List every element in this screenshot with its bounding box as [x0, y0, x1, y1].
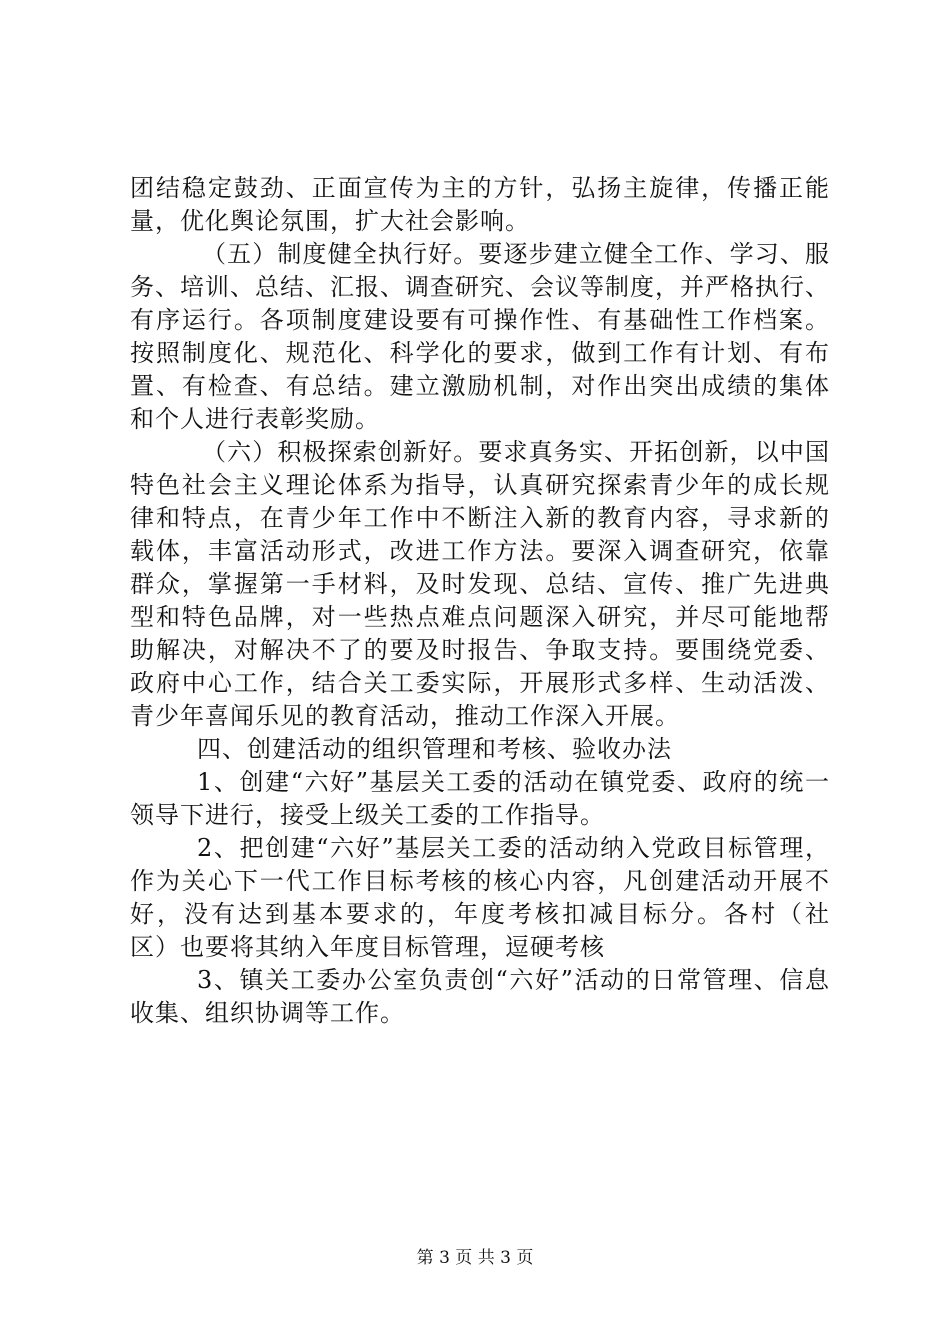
text-line: 特色社会主义理论体系为指导，认真研究探索青少年的成长规	[130, 471, 830, 499]
text-line: 2、把创建“六好”基层关工委的活动纳入党政目标管理，	[197, 834, 830, 862]
text-line: 青少年喜闻乐见的教育活动，推动工作深入开展。	[130, 702, 680, 730]
text-line: 收集、组织协调等工作。	[130, 999, 405, 1027]
text-line: 群众，掌握第一手材料，及时发现、总结、宣传、推广先进典	[130, 570, 830, 598]
text-line: 政府中心工作，结合关工委实际，开展形式多样、生动活泼、	[130, 669, 830, 697]
page-footer: 第 3 页 共 3 页	[416, 1248, 534, 1268]
text-line: 好，没有达到基本要求的，年度考核扣减目标分。各村（社	[130, 900, 830, 928]
text-line: 四、创建活动的组织管理和考核、验收办法	[197, 735, 672, 763]
text-line: 1、创建“六好”基层关工委的活动在镇党委、政府的统一	[197, 768, 830, 796]
text-line: 载体，丰富活动形式，改进工作方法。要深入调查研究，依靠	[130, 537, 830, 565]
text-line: 置、有检查、有总结。建立激励机制，对作出突出成绩的集体	[130, 372, 830, 400]
text-line: 助解决，对解决不了的要及时报告、争取支持。要围绕党委、	[130, 636, 830, 664]
text-line: （五）制度健全执行好。要逐步建立健全工作、学习、服	[202, 240, 830, 268]
text-line: 和个人进行表彰奖励。	[130, 405, 380, 433]
text-line: 有序运行。各项制度建设要有可操作性、有基础性工作档案。	[130, 306, 830, 334]
text-line: 按照制度化、规范化、科学化的要求，做到工作有计划、有布	[130, 339, 830, 367]
text-line: 区）也要将其纳入年度目标管理，逗硬考核	[130, 933, 605, 961]
text-line: 量，优化舆论氛围，扩大社会影响。	[130, 207, 530, 235]
text-line: （六）积极探索创新好。要求真务实、开拓创新，以中国	[202, 438, 830, 466]
text-line: 务、培训、总结、汇报、调查研究、会议等制度，并严格执行、	[130, 273, 830, 301]
text-line: 型和特色品牌，对一些热点难点问题深入研究，并尽可能地帮	[130, 603, 830, 631]
text-line: 律和特点，在青少年工作中不断注入新的教育内容，寻求新的	[130, 504, 830, 532]
text-line: 团结稳定鼓劲、正面宣传为主的方针，弘扬主旋律，传播正能	[130, 174, 830, 202]
text-line: 领导下进行，接受上级关工委的工作指导。	[130, 801, 605, 829]
text-line: 作为关心下一代工作目标考核的核心内容，凡创建活动开展不	[130, 867, 830, 895]
text-line: 3、镇关工委办公室负责创“六好”活动的日常管理、信息	[197, 966, 830, 994]
document-body	[130, 172, 830, 1030]
